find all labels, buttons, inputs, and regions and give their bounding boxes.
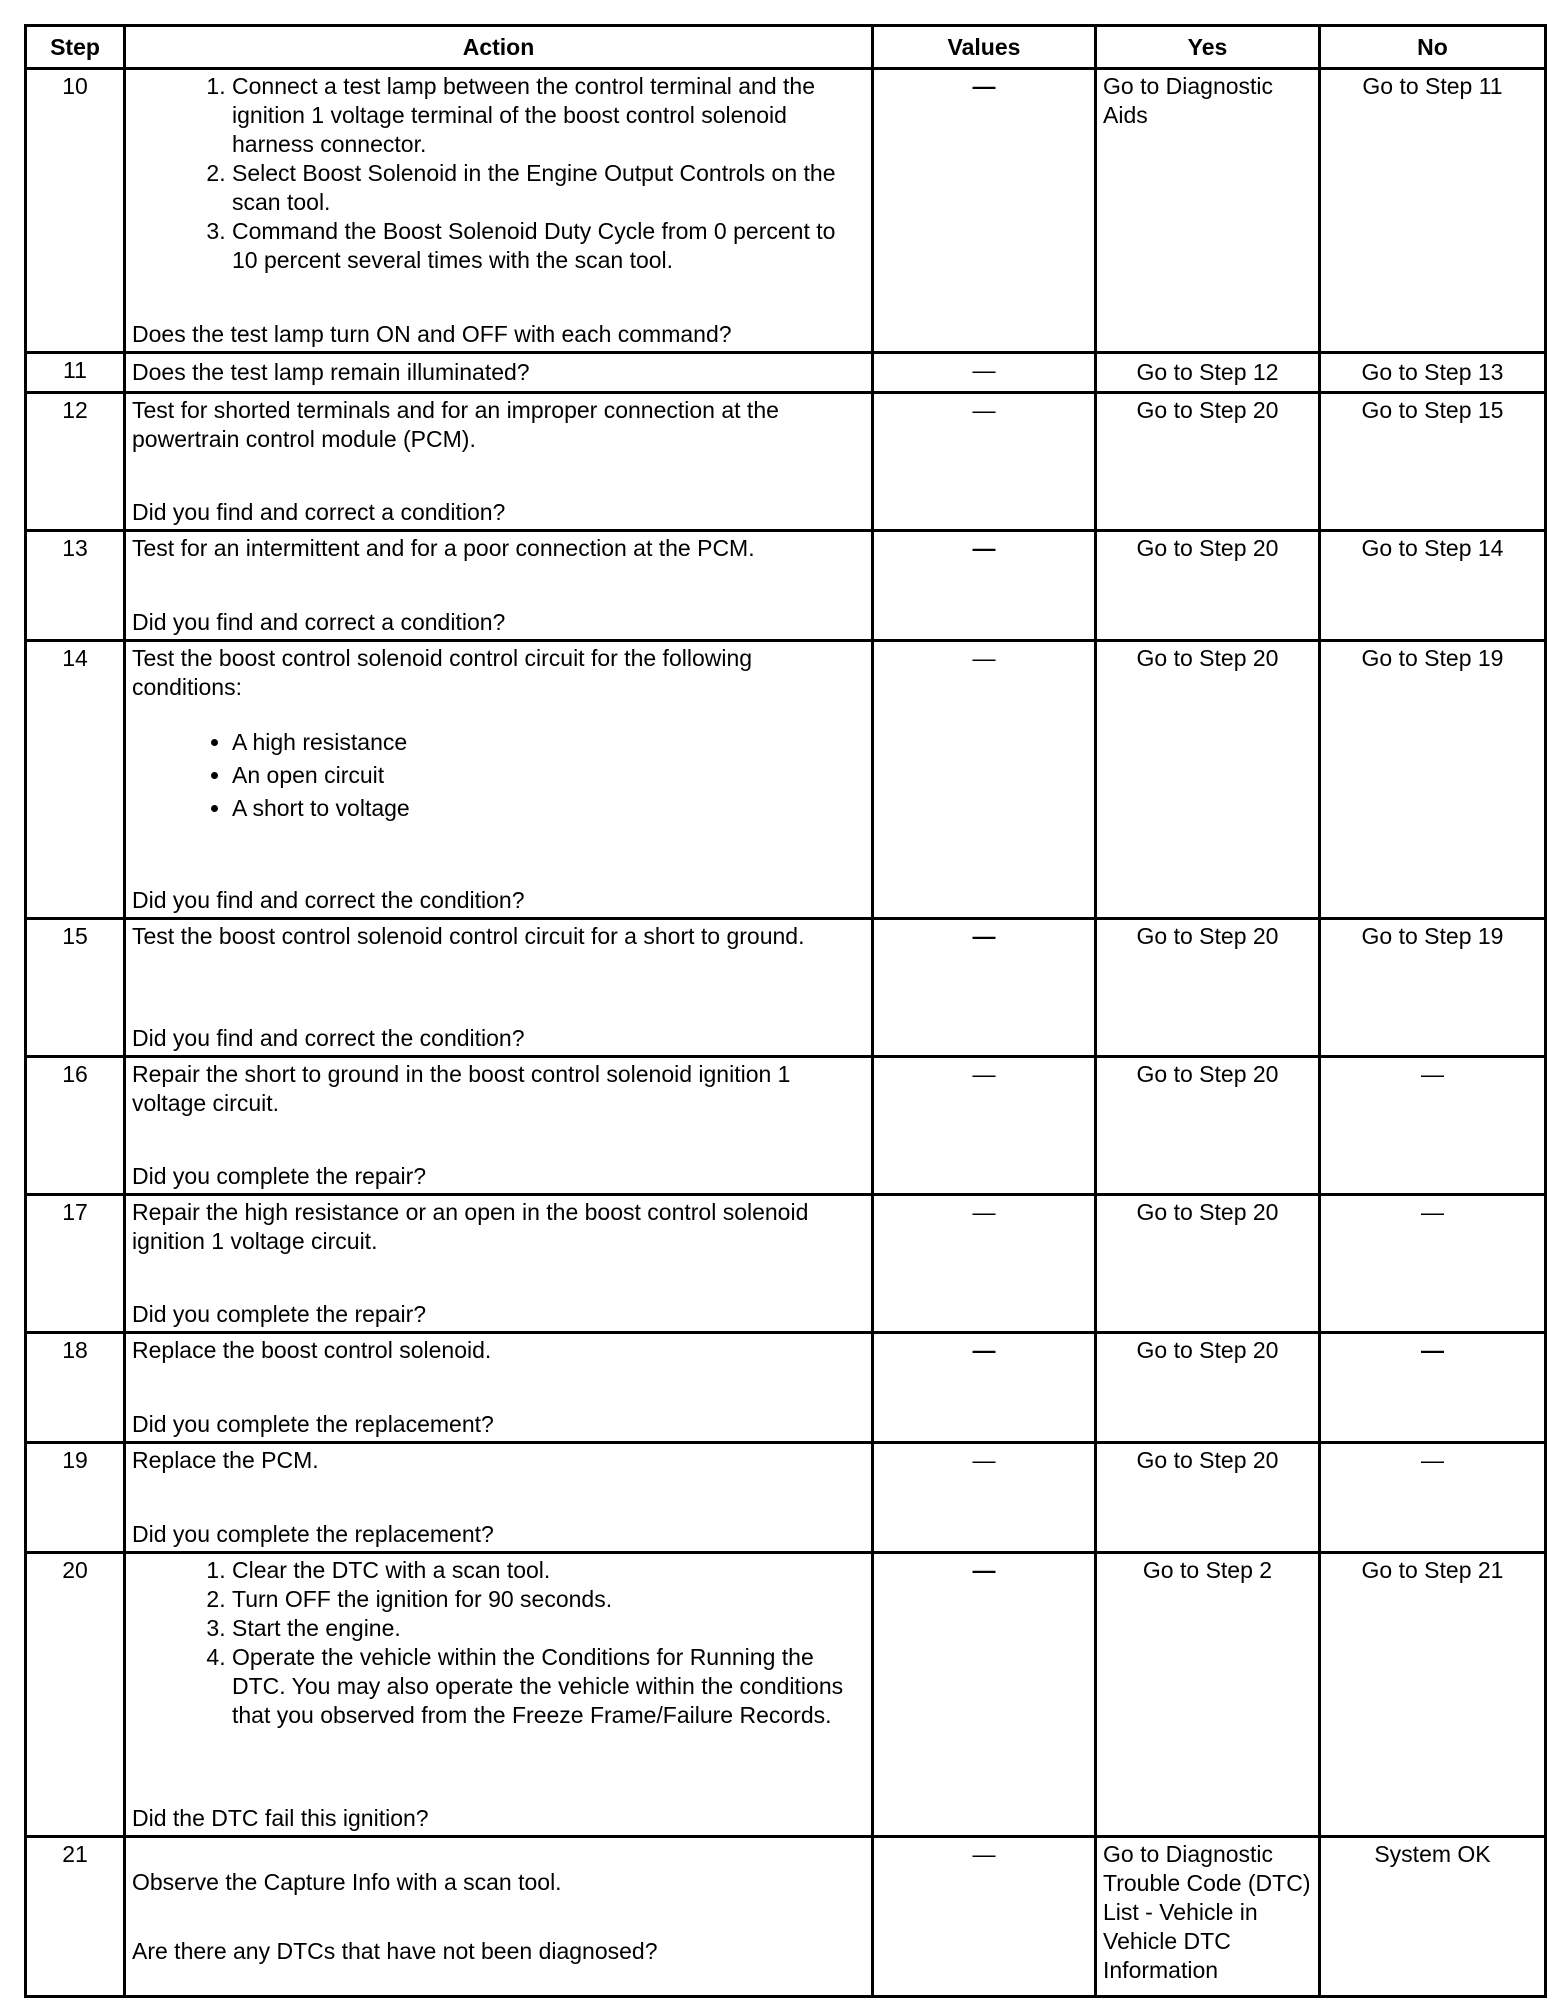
header-no: No bbox=[1320, 26, 1546, 69]
step-number: 18 bbox=[26, 1333, 125, 1443]
action-text: Replace the boost control solenoid. bbox=[132, 1337, 492, 1363]
yes-cell: Go to Step 20 bbox=[1096, 393, 1320, 531]
action-text: Repair the high resistance or an open in the boost control solenoid ignition 1 voltage circuit. bbox=[132, 1199, 809, 1254]
action-question: Did you find and correct the condition? bbox=[132, 887, 525, 913]
action-cell bbox=[125, 1837, 873, 1997]
action-cell bbox=[125, 393, 873, 531]
values-cell: — bbox=[873, 531, 1096, 641]
action-question: Does the test lamp remain illuminated? bbox=[125, 353, 873, 393]
table-row bbox=[26, 393, 1546, 531]
header-values: Values bbox=[873, 26, 1096, 69]
step-number: 14 bbox=[26, 641, 125, 919]
list-item: 1. Clear the DTC with a scan tool. bbox=[232, 1556, 865, 1585]
yes-cell: Go to Diagnostic Aids bbox=[1096, 69, 1320, 353]
no-cell: Go to Step 21 bbox=[1320, 1553, 1546, 1837]
action-cell bbox=[125, 641, 873, 919]
no-cell: Go to Step 13 bbox=[1320, 353, 1546, 393]
action-text: Test the boost control solenoid control circuit for the following conditions: bbox=[132, 645, 753, 700]
action-question: Did you find and correct a condition? bbox=[132, 499, 506, 525]
action-question: Did you complete the repair? bbox=[132, 1163, 427, 1189]
table-row bbox=[26, 1553, 1546, 1837]
no-cell: Go to Step 15 bbox=[1320, 393, 1546, 531]
yes-cell: Go to Step 20 bbox=[1096, 1333, 1320, 1443]
values-cell: — bbox=[873, 641, 1096, 919]
step-number: 15 bbox=[26, 919, 125, 1057]
table-row bbox=[26, 353, 1546, 393]
header-step: Step bbox=[26, 26, 125, 69]
step-number: 19 bbox=[26, 1443, 125, 1553]
values-cell: — bbox=[873, 69, 1096, 353]
no-cell: — bbox=[1320, 1057, 1546, 1195]
action-cell bbox=[125, 1443, 873, 1553]
step-number: 10 bbox=[26, 69, 125, 353]
yes-cell: Go to Diagnostic Trouble Code (DTC) List - Vehicle in Vehicle DTC Information bbox=[1096, 1837, 1320, 1997]
list-item: 1. Connect a test lamp between the control terminal and the ignition 1 voltage terminal of the boost control solenoid harness connector. bbox=[232, 72, 865, 159]
action-text: Replace the PCM. bbox=[132, 1447, 319, 1473]
yes-cell: Go to Step 20 bbox=[1096, 641, 1320, 919]
step-number: 17 bbox=[26, 1195, 125, 1333]
action-cell bbox=[125, 531, 873, 641]
table-row bbox=[26, 1195, 1546, 1333]
table-row bbox=[26, 1057, 1546, 1195]
action-question: Did you find and correct a condition? bbox=[132, 609, 506, 635]
no-cell: — bbox=[1320, 1443, 1546, 1553]
diagnostic-table bbox=[24, 24, 1547, 1998]
action-text: Test the boost control solenoid control circuit for a short to ground. bbox=[132, 923, 805, 949]
condition-list bbox=[132, 728, 865, 823]
values-cell: — bbox=[873, 1195, 1096, 1333]
table-row bbox=[26, 1837, 1546, 1997]
yes-cell: Go to Step 20 bbox=[1096, 531, 1320, 641]
step-number: 12 bbox=[26, 393, 125, 531]
action-cell bbox=[125, 1333, 873, 1443]
action-question: Did you complete the replacement? bbox=[132, 1521, 494, 1547]
step-number: 21 bbox=[26, 1837, 125, 1997]
step-number: 11 bbox=[26, 353, 125, 393]
yes-cell: Go to Step 20 bbox=[1096, 1057, 1320, 1195]
table-row bbox=[26, 641, 1546, 919]
action-list bbox=[132, 1556, 865, 1730]
table-row bbox=[26, 531, 1546, 641]
values-cell: — bbox=[873, 1443, 1096, 1553]
step-number: 13 bbox=[26, 531, 125, 641]
yes-cell: Go to Step 12 bbox=[1096, 353, 1320, 393]
step-number: 20 bbox=[26, 1553, 125, 1837]
values-cell: — bbox=[873, 353, 1096, 393]
table-row bbox=[26, 1333, 1546, 1443]
header-action: Action bbox=[125, 26, 873, 69]
no-cell: — bbox=[1320, 1333, 1546, 1443]
no-cell: Go to Step 11 bbox=[1320, 69, 1546, 353]
no-cell: System OK bbox=[1320, 1837, 1546, 1997]
values-cell: — bbox=[873, 1553, 1096, 1837]
action-question: Did you find and correct the condition? bbox=[132, 1025, 525, 1051]
table-row bbox=[26, 919, 1546, 1057]
action-question: Did you complete the repair? bbox=[132, 1301, 427, 1327]
list-item: 2. Select Boost Solenoid in the Engine Output Controls on the scan tool. bbox=[232, 159, 865, 217]
no-cell: Go to Step 14 bbox=[1320, 531, 1546, 641]
values-cell: — bbox=[873, 393, 1096, 531]
values-cell: — bbox=[873, 919, 1096, 1057]
header-row bbox=[26, 26, 1546, 69]
no-cell: — bbox=[1320, 1195, 1546, 1333]
list-item: 3. Command the Boost Solenoid Duty Cycle from 0 percent to 10 percent several times with the scan tool. bbox=[232, 217, 865, 275]
action-question: Did you complete the replacement? bbox=[132, 1411, 494, 1437]
step-number: 16 bbox=[26, 1057, 125, 1195]
action-cell bbox=[125, 919, 873, 1057]
list-item: • A short to voltage bbox=[232, 794, 865, 823]
action-text: Test for an intermittent and for a poor connection at the PCM. bbox=[132, 535, 755, 561]
action-question: Does the test lamp turn ON and OFF with each command? bbox=[132, 321, 732, 347]
values-cell: — bbox=[873, 1837, 1096, 1997]
action-cell bbox=[125, 1553, 873, 1837]
table-row bbox=[26, 69, 1546, 353]
action-cell bbox=[125, 69, 873, 353]
action-text: Repair the short to ground in the boost control solenoid ignition 1 voltage circuit. bbox=[132, 1061, 791, 1116]
list-item: 4. Operate the vehicle within the Conditions for Running the DTC. You may also operate the vehicle within the conditions that you observed from the Freeze Frame/Failure Records. bbox=[232, 1643, 865, 1730]
no-cell: Go to Step 19 bbox=[1320, 641, 1546, 919]
yes-cell: Go to Step 20 bbox=[1096, 1443, 1320, 1553]
action-cell bbox=[125, 1195, 873, 1333]
yes-cell: Go to Step 2 bbox=[1096, 1553, 1320, 1837]
action-question: Did the DTC fail this ignition? bbox=[132, 1805, 429, 1831]
list-item: 3. Start the engine. bbox=[232, 1614, 865, 1643]
action-cell bbox=[125, 1057, 873, 1195]
values-cell: — bbox=[873, 1333, 1096, 1443]
list-item: • A high resistance bbox=[232, 728, 865, 757]
header-yes: Yes bbox=[1096, 26, 1320, 69]
action-text: Observe the Capture Info with a scan tool. bbox=[132, 1868, 562, 1895]
action-question: Are there any DTCs that have not been diagnosed? bbox=[132, 1937, 658, 1964]
list-item: • An open circuit bbox=[232, 761, 865, 790]
values-cell: — bbox=[873, 1057, 1096, 1195]
yes-cell: Go to Step 20 bbox=[1096, 1195, 1320, 1333]
list-item: 2. Turn OFF the ignition for 90 seconds. bbox=[232, 1585, 865, 1614]
no-cell: Go to Step 19 bbox=[1320, 919, 1546, 1057]
action-list bbox=[132, 72, 865, 275]
action-text: Test for shorted terminals and for an improper connection at the powertrain control module (PCM). bbox=[132, 397, 779, 452]
yes-cell: Go to Step 20 bbox=[1096, 919, 1320, 1057]
table-row bbox=[26, 1443, 1546, 1553]
